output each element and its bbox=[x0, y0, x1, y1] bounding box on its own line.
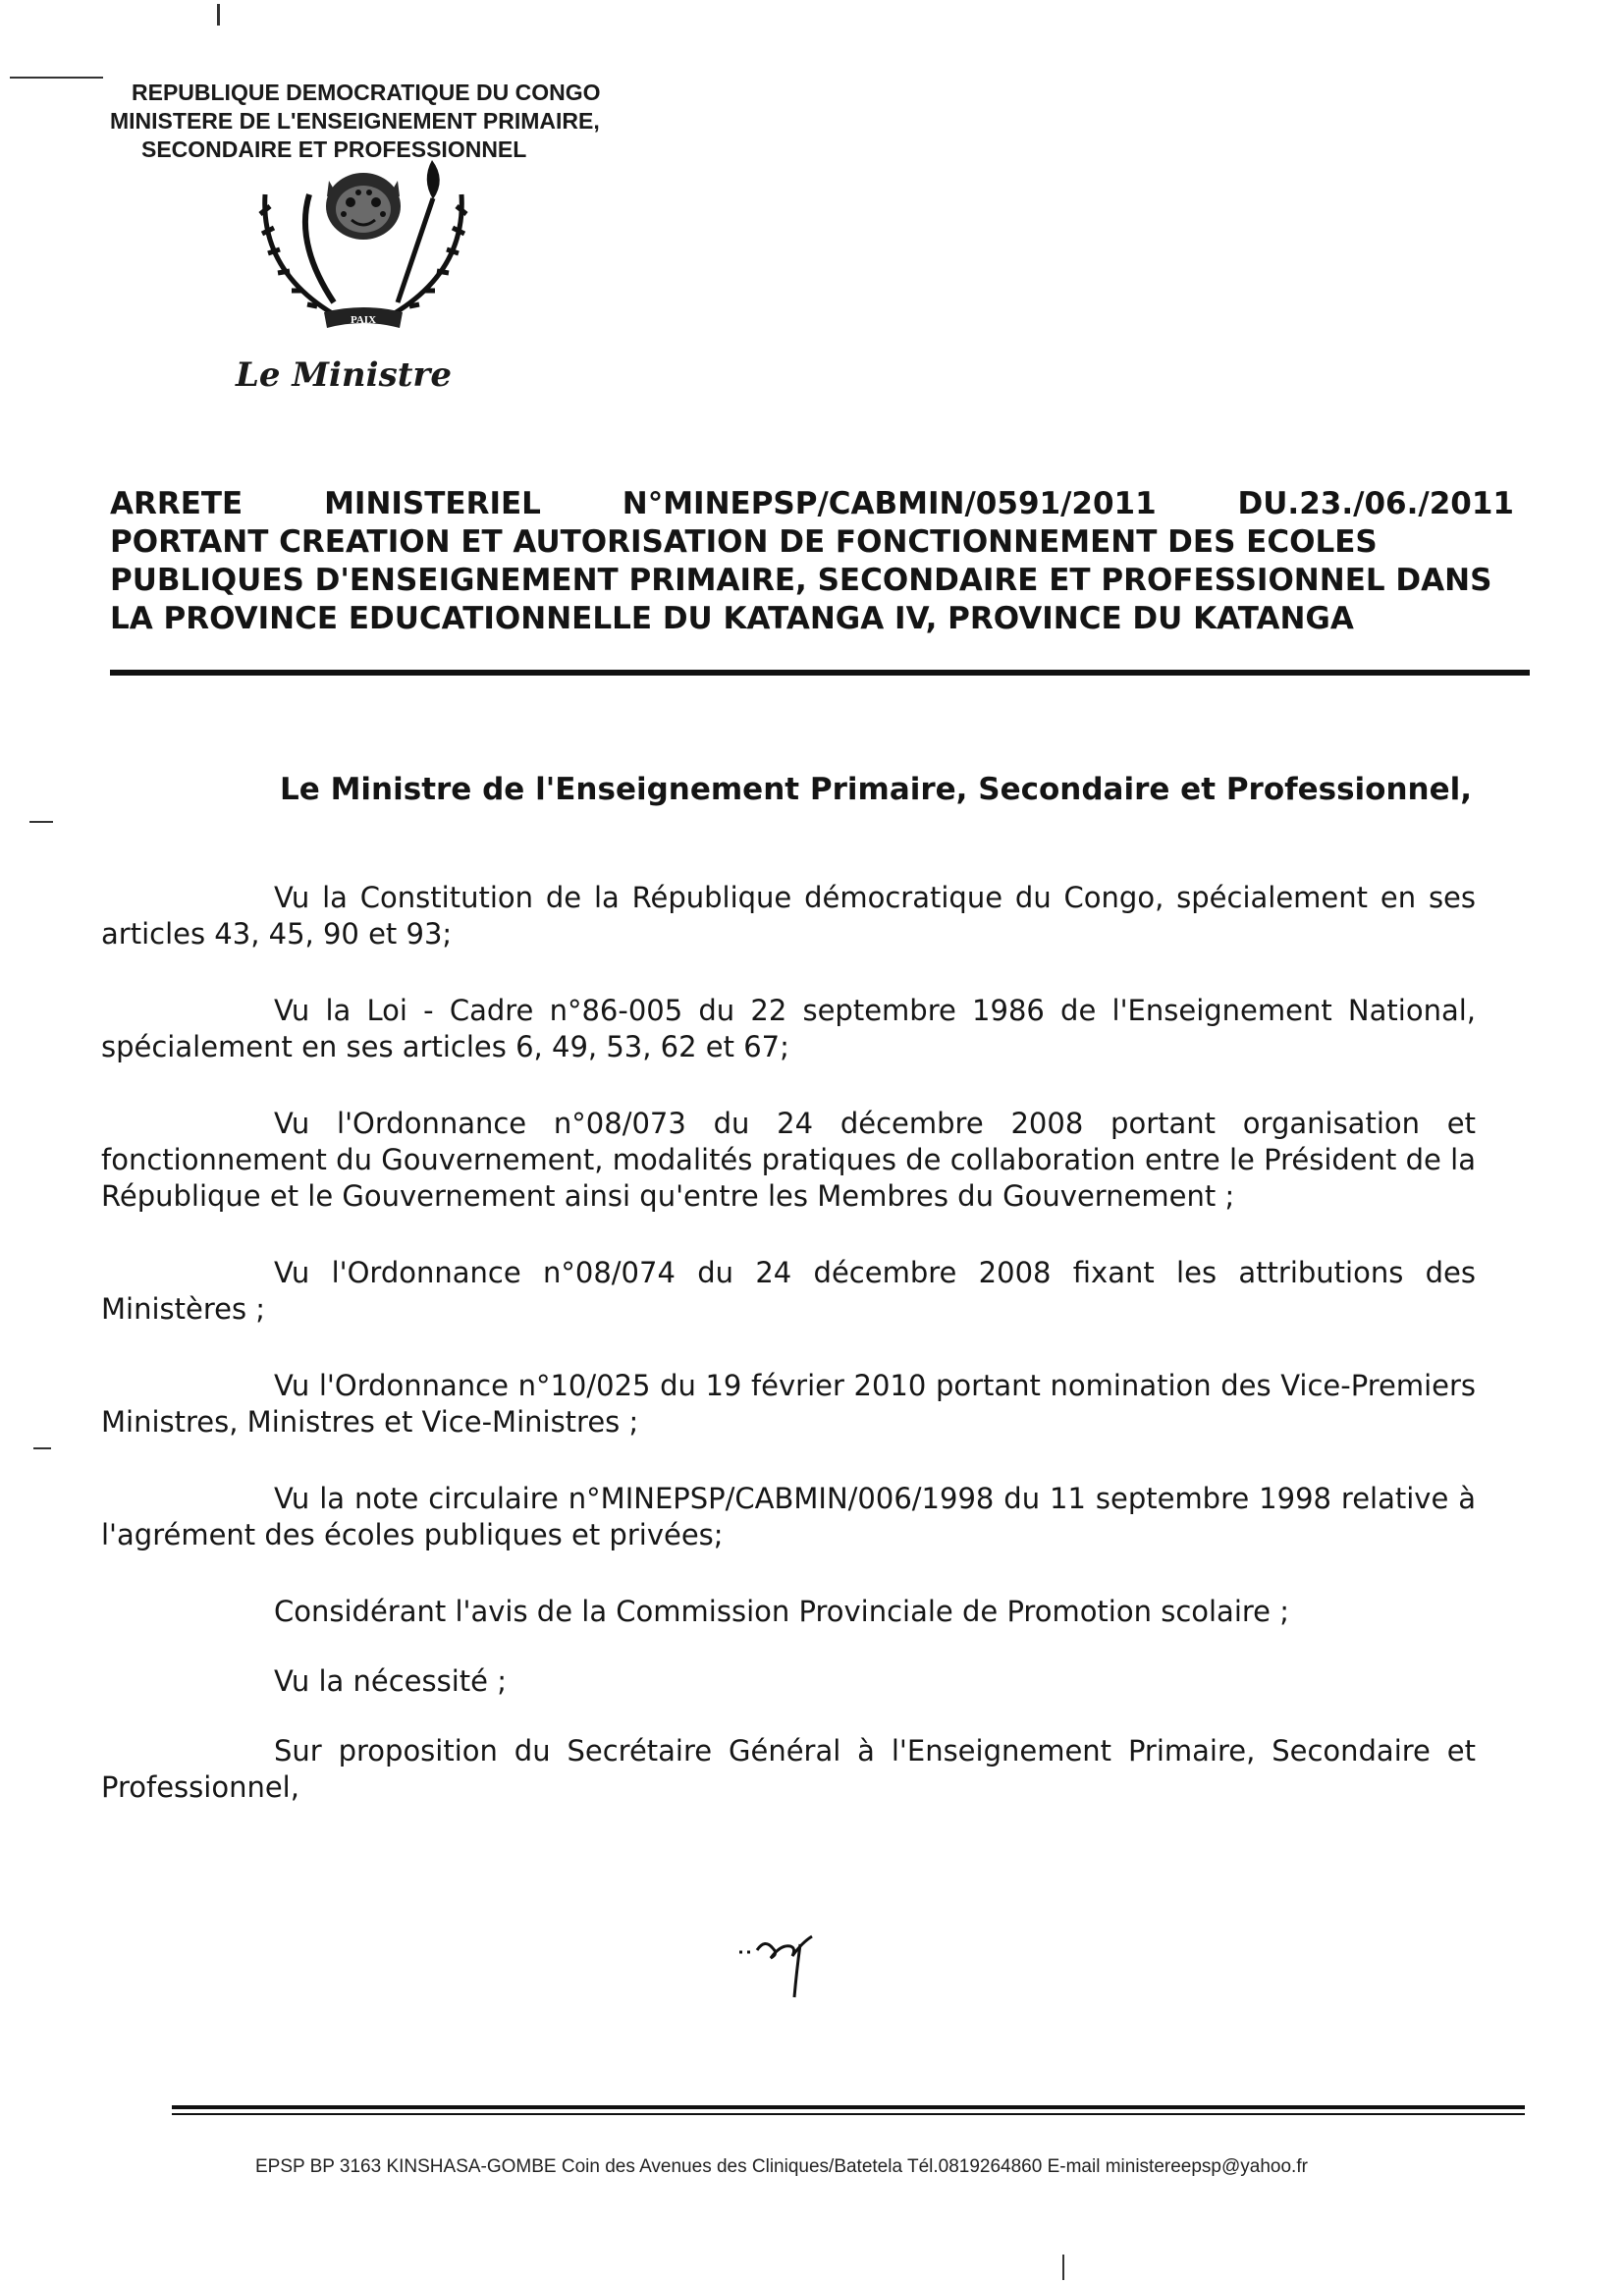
decree-subject-line: PUBLIQUES D'ENSEIGNEMENT PRIMAIRE, SECONDAIRE ET PROFESSIONNEL DANS bbox=[110, 563, 1492, 598]
decree-subject-line: LA PROVINCE EDUCATIONNELLE DU KATANGA IV, PROVINCE DU KATANGA bbox=[110, 601, 1354, 636]
decree-title bbox=[110, 485, 1514, 638]
preamble-paragraph: Considérant l'avis de la Commission Provinciale de Promotion scolaire ; bbox=[274, 1595, 1290, 1628]
scan-mark bbox=[10, 77, 103, 79]
leopard-head-icon bbox=[326, 173, 401, 240]
footer-address: EPSP BP 3163 KINSHASA-GOMBE Coin des Avenues des Cliniques/Batetela Tél.0819264860 E-mail ministereepsp@yahoo.fr bbox=[255, 2156, 1308, 2177]
letterhead-ministry-cont: SECONDAIRE ET PROFESSIONNEL bbox=[141, 136, 527, 162]
scan-mark bbox=[33, 1447, 51, 1449]
minister-heading: Le Ministre de l'Enseignement Primaire, Secondaire et Professionnel, bbox=[280, 772, 1473, 807]
scan-mark bbox=[29, 821, 53, 823]
preamble bbox=[101, 880, 1476, 1846]
signatory-title: Le Ministre bbox=[236, 355, 452, 395]
letterhead-ministry: MINISTERE DE L'ENSEIGNEMENT PRIMAIRE, bbox=[110, 108, 600, 134]
footer-divider bbox=[172, 2105, 1525, 2109]
decree-qualifier: MINISTERIEL bbox=[324, 486, 541, 521]
emblem-motto: PAIX bbox=[350, 314, 377, 326]
preamble-paragraph: Vu la nécessité ; bbox=[274, 1664, 507, 1698]
title-divider bbox=[110, 670, 1530, 676]
preamble-paragraph: Vu la Constitution de la République démocratique du Congo, spécialement en ses articles 43, 45, 90 et 93; bbox=[101, 881, 1476, 951]
preamble-paragraph: Vu l'Ordonnance n°10/025 du 19 février 2010 portant nomination des Vice-Premiers Ministres, Ministres et Vice-Ministres ; bbox=[101, 1369, 1476, 1439]
scan-mark bbox=[1062, 2255, 1064, 2280]
preamble-paragraph: Vu l'Ordonnance n°08/073 du 24 décembre 2008 portant organisation et fonctionnement du Gouvernement, modalités pratiques de collaboration entre le Président de la République et le Gouvernement ainsi qu'entre les Membres du Gouvernement ; bbox=[101, 1107, 1476, 1213]
decree-reference-line bbox=[110, 485, 1514, 523]
preamble-paragraph: Vu l'Ordonnance n°08/074 du 24 décembre 2008 fixant les attributions des Ministères ; bbox=[101, 1256, 1476, 1326]
preamble-paragraph: Vu la note circulaire n°MINEPSP/CABMIN/006/1998 du 11 septembre 1998 relative à l'agrément des écoles publiques et privées; bbox=[101, 1482, 1476, 1551]
scan-mark bbox=[217, 4, 220, 26]
handwritten-initials bbox=[731, 1915, 839, 2003]
preamble-paragraph: Vu la Loi - Cadre n°86-005 du 22 septembre 1986 de l'Enseignement National, spécialement en ses articles 6, 49, 53, 62 et 67; bbox=[101, 994, 1476, 1063]
preamble-paragraph: Sur proposition du Secrétaire Général à l'Enseignement Primaire, Secondaire et Professionnel, bbox=[101, 1734, 1476, 1804]
letterhead-country: REPUBLIQUE DEMOCRATIQUE DU CONGO bbox=[132, 80, 601, 105]
decree-date: DU.23./06./2011 bbox=[1237, 486, 1514, 521]
coat-of-arms-emblem bbox=[241, 155, 486, 342]
decree-subject-line: PORTANT CREATION ET AUTORISATION DE FONCTIONNEMENT DES ECOLES bbox=[110, 524, 1378, 560]
decree-type: ARRETE bbox=[110, 486, 244, 521]
motto-banner bbox=[324, 307, 403, 328]
footer-divider-thin bbox=[172, 2113, 1525, 2115]
decree-number: N°MINEPSP/CABMIN/0591/2011 bbox=[622, 486, 1157, 521]
letterhead bbox=[110, 79, 600, 164]
